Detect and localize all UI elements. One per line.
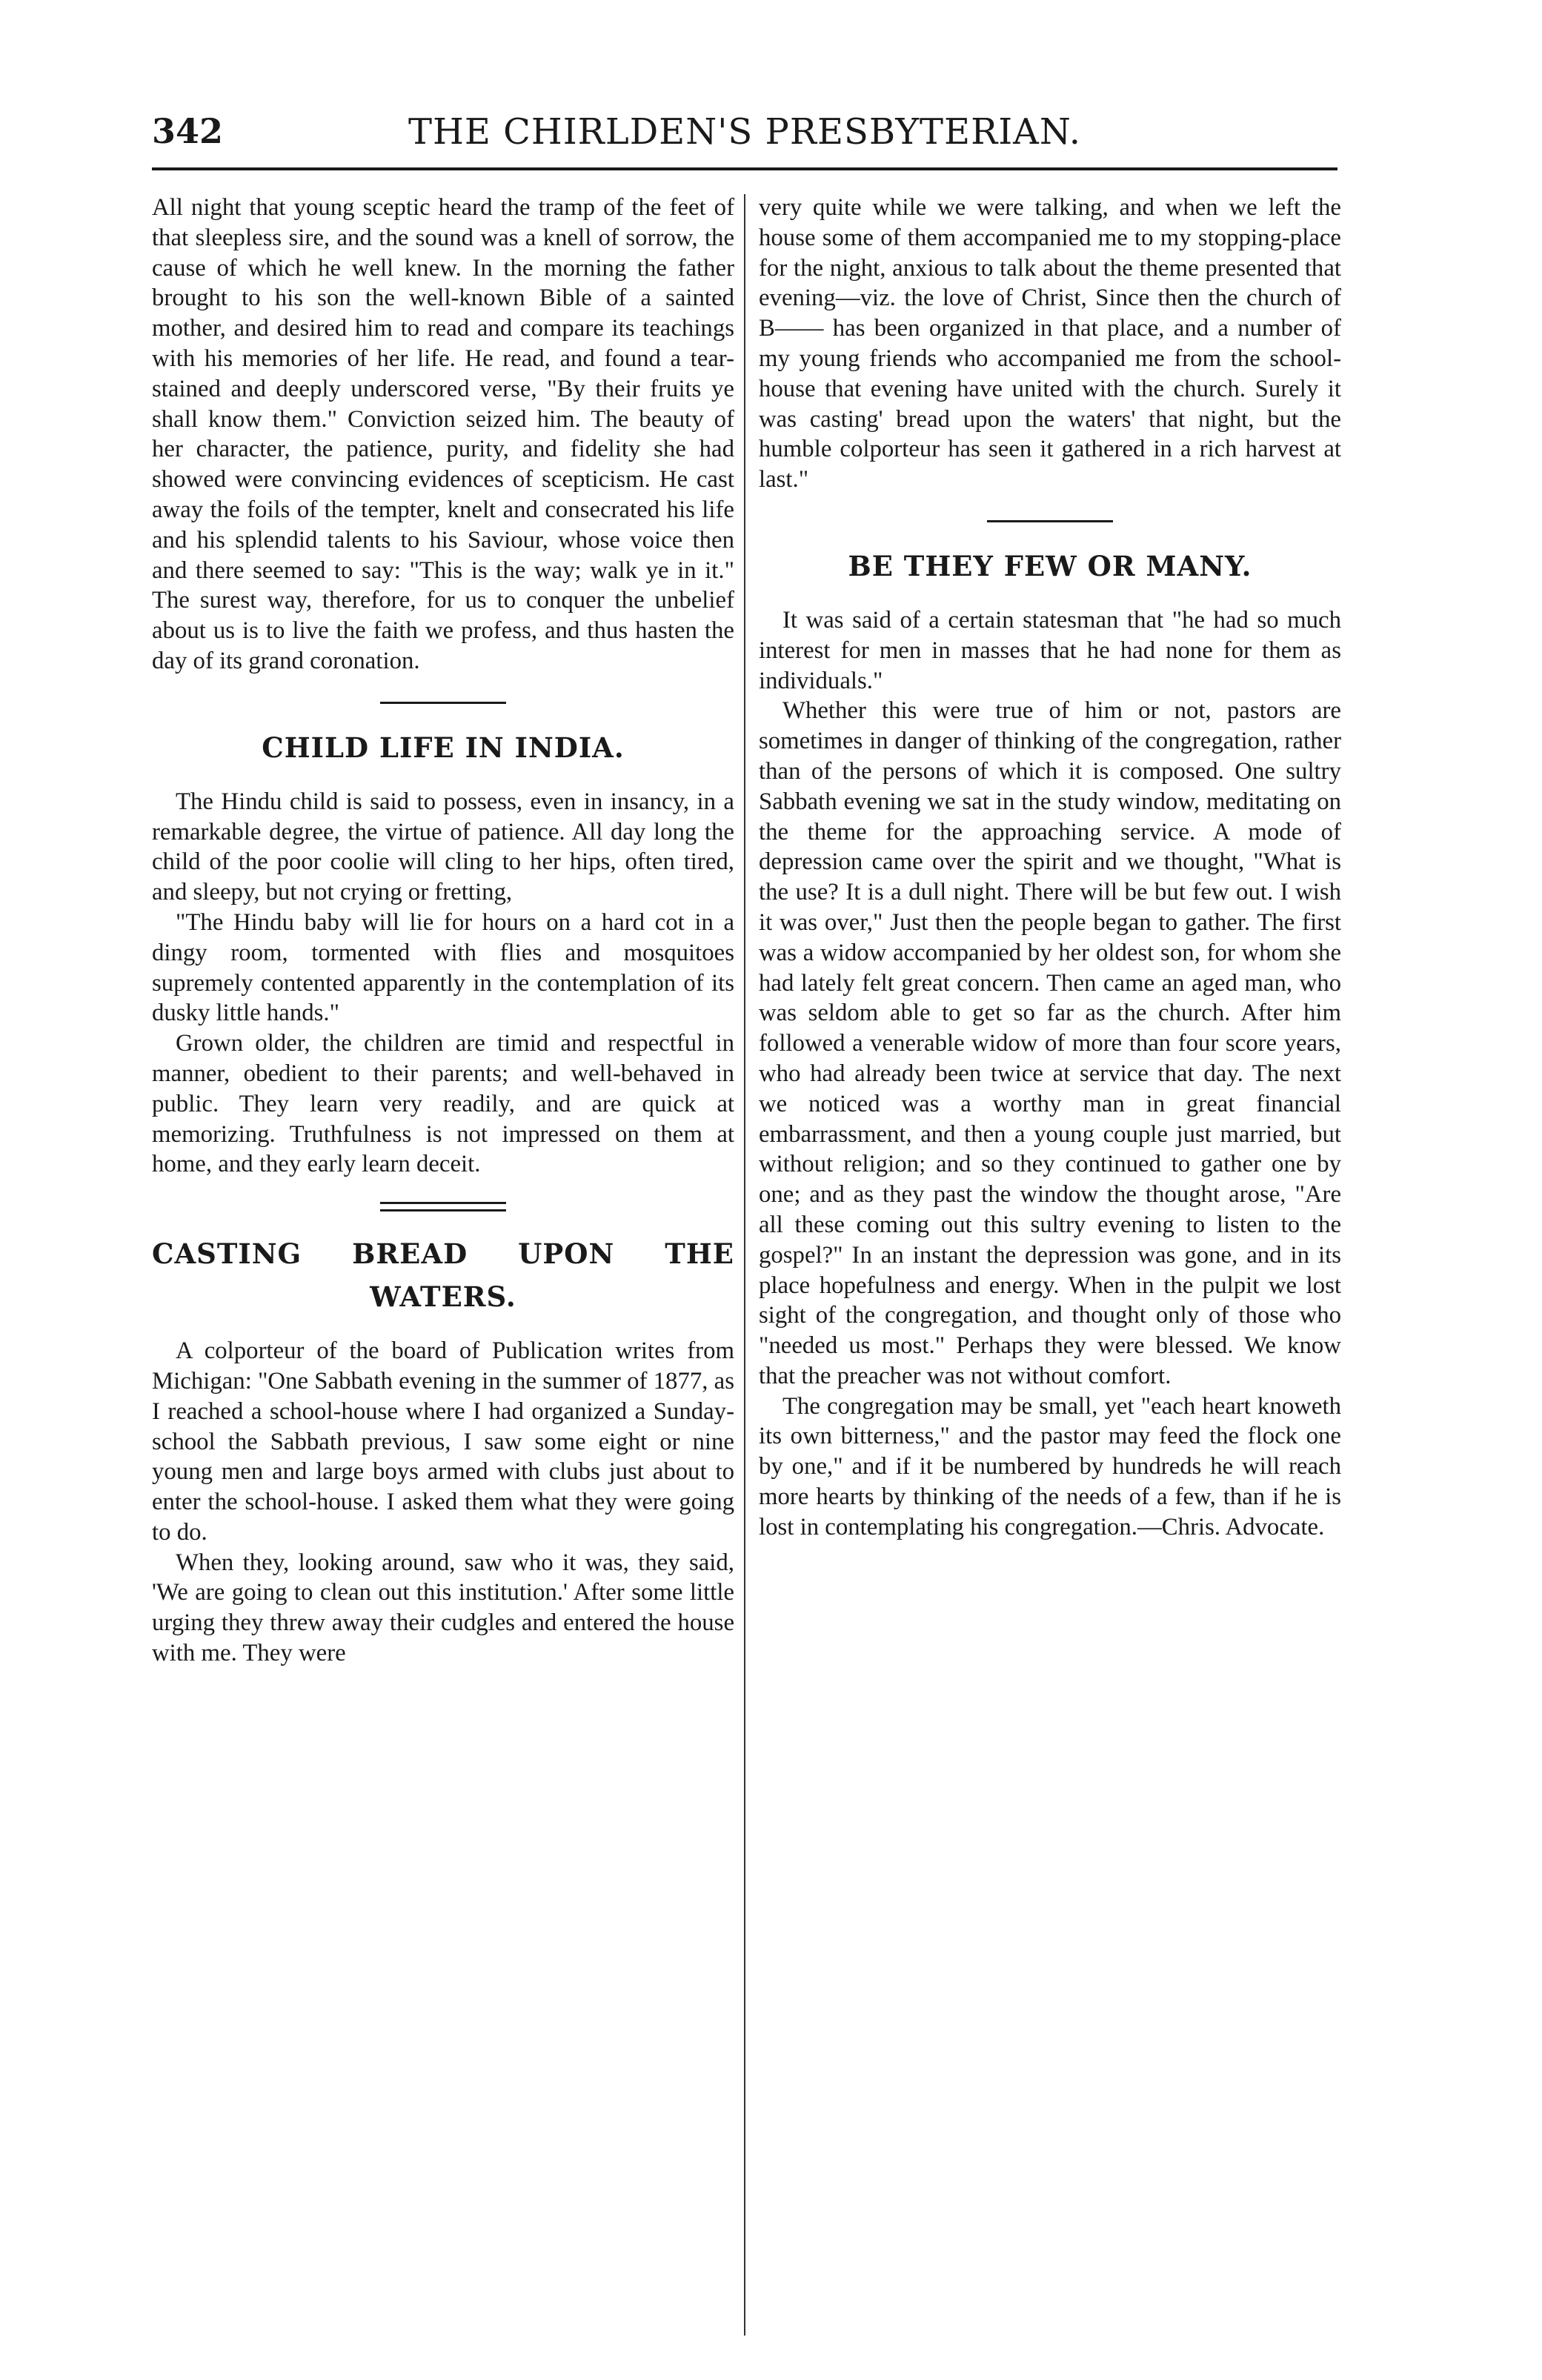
article-continuation: very quite while we were talking, and when we left the house some of them accompanied me to my stopping-place for the night, anxious to talk about the theme presented that evening—viz. the love of Christ, Since then the church of B—— has been organized in that place, and a number of my young friends who accompanied me from the school-house that evening have united with the church. Surely it was casting' bread upon the waters' that night, but the humble colporteur has seen it gathered in a rich harvest at last.": [759, 194, 1341, 493]
article-heading-child-life: CHILD LIFE IN INDIA.: [262, 731, 625, 764]
article-paragraph: "The Hindu baby will lie for hours on a hard cot in a dingy room, tormented with flies and mosquitoes supremely contented apparently in the contemplation of its dusky little hands.": [152, 908, 734, 1027]
article-paragraph: The Hindu child is said to possess, even in insancy, in a remarkable degree, the virtue of patience. All day long the child of the poor coolie will cling to her hips, often tired, and sleepy, but not crying or fretting,: [152, 788, 734, 906]
article-paragraph: A colporteur of the board of Publication writes from Michigan: "One Sabbath evening in the summer of 1877, as I reached a school-house where I had organized a Sunday-school the Sabbath previous, I saw some eight or nine young men and large boys armed with clubs just about to enter the school-house. I asked them what they were going to do.: [152, 1337, 734, 1546]
article-paragraph: Grown older, the children are timid and respectful in manner, obedient to their parents; and well-behaved in public. They learn very readily, and are quick at memorizing. Truthfulness is not impressed on them at home, and they early learn deceit.: [152, 1030, 734, 1178]
running-head: [152, 111, 1337, 163]
left-column: [152, 193, 734, 2349]
page-number: 342: [152, 111, 224, 151]
article-paragraph: When they, looking around, saw who it was, they said, 'We are going to clean out this institution.' After some little urging they threw away their cudgles and entered the house with me. They were: [152, 1549, 734, 1667]
section-double-rule: [380, 1202, 506, 1211]
article-continuation: All night that young sceptic heard the tramp of the feet of that sleepless sire, and the sound was a knell of sorrow, the cause of which he well knew. In the morning the father brought to his son the well-known Bible of a sainted mother, and desired him to read and compare its teachings with his memories of her life. He read, and found a tear-stained and deeply underscored verse, "By their fruits ye shall know them." Conviction seized him. The beauty of her character, the patience, purity, and fidelity she had showed were convincing evidences of scepticism. He cast away the foils of the tempter, knelt and consecrated his life and his splendid talents to his Saviour, whose voice then and there seemed to say: "This is the way; walk ye in it." The surest way, therefore, for us to conquer the unbelief about us is to live the faith we profess, and thus hasten the day of its grand coronation.: [152, 194, 734, 674]
column-divider: [744, 194, 745, 2336]
article-paragraph: It was said of a certain statesman that "he had so much interest for men in masses that he had none for them as individuals.": [759, 606, 1341, 694]
article-paragraph: Whether this were true of him or not, pastors are sometimes in danger of thinking of the congregation, rather than of the persons of which it is composed. One sultry Sabbath evening we sat in the study window, meditating on the theme for the approaching service. A mode of depression came over the spirit and we thought, "What is the use? It is a dull night. There will be but few out. I wish it was over," Just then the people began to gather. The first was a widow accompanied by her oldest son, for whom she had lately felt great concern. Then came an aged man, who was seldom able to get so far as the church. After him followed a venerable widow of more than four score years, who had already been twice at service that day. The next we noticed was a worthy man in great financial embarrassment, and then a young couple just married, but without religion; and so they continued to gather one by one; and as they past the window the thought arose, "Are all these coming out this sultry evening to listen to the gospel?" In an instant the depression was gone, and in its place hopefulness and energy. When in the pulpit we lost sight of the congregation, and thought only of those who "needed us most." Perhaps they were blessed. We know that the preacher was not without comfort.: [759, 697, 1341, 1389]
section-rule: [987, 520, 1113, 522]
section-rule: [380, 702, 506, 704]
article-heading-casting-bread: CASTING BREAD UPON THE WATERS.: [152, 1237, 734, 1314]
article-paragraph: The congregation may be small, yet "each heart knoweth its own bitterness," and the pastor may feed the flock one by one," and if it be numbered by hundreds he will reach more hearts by thinking of the needs of a few, than if he is lost in contemplating his congregation.—Chris. Advocate.: [759, 1392, 1341, 1540]
header-rule: [152, 167, 1337, 170]
journal-title: THE CHIRLDEN'S PRESBYTERIAN.: [408, 111, 1082, 153]
right-column: [759, 193, 1341, 2349]
article-heading-be-they-few: BE THEY FEW OR MANY.: [848, 549, 1252, 582]
